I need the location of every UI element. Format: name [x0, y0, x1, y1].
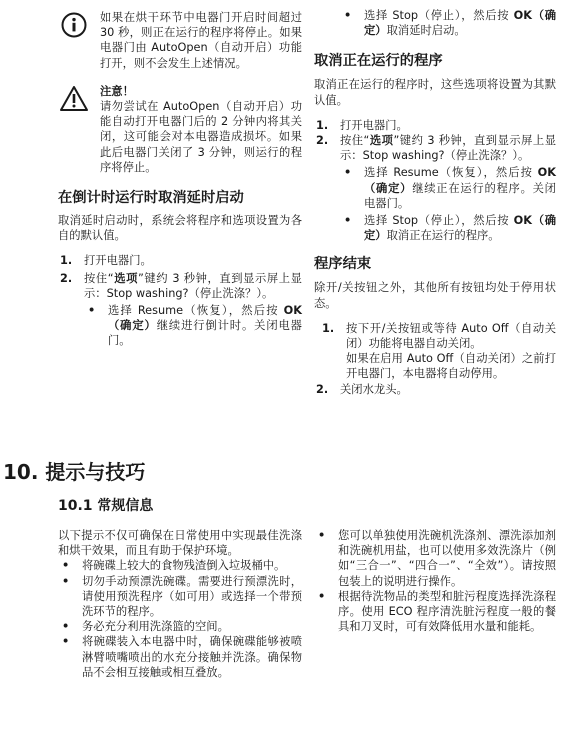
warning-title: 注意！ — [100, 84, 134, 98]
ok-key: OK（确定） — [364, 166, 556, 195]
step-text: 打开电器门。 — [84, 254, 152, 268]
step-text-post: ”键约 3 秒钟，直到显示屏上显示：Stop washing?（停止洗涤？）。 — [84, 271, 302, 300]
bullet: • — [344, 9, 352, 22]
warning-triangle-icon — [58, 84, 90, 175]
ok-key: OK（确定） — [108, 304, 302, 333]
step-number: 2. — [316, 382, 329, 396]
step-number: 1. — [60, 254, 73, 268]
bullet: • — [88, 304, 96, 318]
step-number: 2. — [316, 134, 329, 148]
chapter-title: 10. 提示与技巧 — [3, 460, 146, 484]
step-item — [314, 382, 556, 397]
info-note — [58, 10, 302, 71]
bullet: • — [344, 214, 352, 228]
cancel-running-heading: 取消正在运行的程序 — [314, 53, 443, 70]
cancel-running-steps — [314, 118, 556, 244]
bullet: • — [344, 166, 352, 180]
bullet: • — [62, 620, 70, 634]
warning-text: 请勿尝试在 AutoOpen（自动开启）功能自动打开电器门后的 2 分钟内将其关闭，这可能会对本电器造成损坏。如果此后电器门关闭了 3 分钟，则运行的程序将停止。 — [100, 100, 302, 174]
tips-list-right — [314, 528, 556, 634]
right-column — [314, 8, 556, 397]
ok-key: OK（确定） — [364, 9, 557, 38]
step-item — [58, 271, 302, 349]
substep-text-pre: 选择 Resume（恢复），然后按 — [364, 166, 538, 180]
left-column — [58, 8, 302, 349]
step-number: 1. — [316, 118, 329, 132]
substep-item — [340, 8, 556, 38]
bullet: • — [62, 559, 70, 573]
substep-item — [340, 165, 556, 211]
substep-item — [84, 303, 302, 349]
program-end-intro: 除开/关按钮之外，其他所有按钮均处于停用状态。 — [314, 281, 556, 310]
options-key: 选项 — [113, 271, 138, 285]
step-item — [58, 253, 302, 268]
substep-text-pre: 选择 Stop（停止），然后按 — [364, 214, 514, 228]
step-extra-text: 如果在启用 Auto Off（自动关闭）之前打开电器门，本电器将自动停用。 — [346, 352, 556, 381]
tip-text: 您可以单独使用洗碗机洗涤剂、漂洗添加剂和洗碗机用盐，也可以使用多效洗涤片（例如“三合一”、“四合一”、“全效”）。请按照包装上的说明进行操作。 — [338, 529, 556, 588]
bullet: • — [62, 574, 70, 588]
substep-text-post: 取消正在运行的程序。 — [386, 229, 500, 243]
bullet: • — [318, 589, 326, 603]
cancel-running-intro: 取消正在运行的程序时，这些选项将设置为其默认值。 — [314, 78, 556, 107]
tip-text: 务必充分利用洗涤篮的空间。 — [82, 620, 229, 634]
step-item — [314, 321, 556, 382]
step-text-pre: 按住“ — [340, 134, 370, 148]
info-note-text: 如果在烘干环节中电器门开启时间超过 30 秒，则正在运行的程序将停止。如果电器门由 AutoOpen（自动开启）功能打开，则不会发生上述情况。 — [100, 11, 302, 70]
step-number: 2. — [60, 271, 73, 285]
substep-item — [340, 213, 556, 243]
program-end-heading: 程序结束 — [314, 256, 372, 273]
tip-text: 切勿手动预漂洗碗碟。需要进行预漂洗时，请使用预洗程序（如可用）或选择一个带预洗环节的程序。 — [82, 574, 302, 619]
subsection-title: 10.1 常规信息 — [58, 498, 154, 514]
step-text: 打开电器门。 — [340, 118, 408, 132]
tip-text: 根据待洗物品的类型和脏污程度选择洗涤程序。使用 ECO 程序清洗脏污程度一般的餐具和刀叉时，可有效降低用水量和能耗。 — [338, 589, 556, 634]
cancel-delay-substeps-cont — [314, 8, 556, 38]
tip-item — [58, 558, 302, 573]
step-item — [314, 133, 556, 243]
cancel-delay-heading: 在倒计时运行时取消延时启动 — [58, 190, 244, 207]
substep-text-post: 继续正在运行的程序。关闭电器门。 — [364, 181, 556, 210]
bullet: • — [318, 529, 326, 542]
tip-item — [58, 634, 302, 680]
tip-item — [314, 589, 556, 635]
substep-text-post: 取消延时启动。 — [386, 24, 466, 38]
general-info-left — [58, 528, 302, 680]
tip-item — [58, 619, 302, 634]
tip-text: 将碗碟上较大的食物残渣倒入垃圾桶中。 — [82, 559, 286, 573]
step-text-pre: 按住“ — [84, 271, 114, 285]
options-key: 选项 — [369, 134, 394, 148]
tips-list-left — [58, 558, 302, 680]
substep-text-post: 继续进行倒计时。关闭电器门。 — [108, 319, 302, 348]
general-info-intro: 以下提示不仅可确保在日常使用中实现最佳洗涤和烘干效果，而且有助于保护环境。 — [58, 529, 302, 558]
cancel-delay-steps — [58, 253, 302, 348]
general-info-right — [314, 528, 556, 634]
cancel-delay-substeps — [84, 303, 302, 349]
warning-note — [58, 84, 302, 175]
info-icon — [58, 10, 90, 71]
tip-item — [314, 528, 556, 589]
substep-text-pre: 选择 Stop（停止），然后按 — [364, 9, 514, 22]
step-number: 1. — [322, 321, 335, 335]
tip-text: 将碗碟装入本电器中时，确保碗碟能够被喷淋臂喷嘴喷出的水充分接触并洗涤。确保物品不会相互接触或相互叠放。 — [82, 635, 302, 679]
substep-text-pre: 选择 Resume（恢复），然后按 — [108, 304, 284, 318]
step-text: 按下开/关按钮或等待 Auto Off（自动关闭）功能将电器自动关闭。 — [346, 321, 556, 351]
program-end-steps — [314, 321, 556, 397]
step-text: 关闭水龙头。 — [340, 382, 408, 396]
ok-key: OK（确定） — [364, 214, 557, 243]
cancel-delay-intro: 取消延时启动时，系统会将程序和选项设置为各自的默认值。 — [58, 214, 302, 243]
step-text-post: ”键约 3 秒钟，直到显示屏上显示：Stop washing?（停止洗涤？）。 — [340, 134, 556, 163]
cancel-running-substeps — [340, 165, 556, 243]
bullet: • — [62, 635, 70, 649]
step-item — [314, 118, 556, 133]
tip-item — [58, 574, 302, 620]
